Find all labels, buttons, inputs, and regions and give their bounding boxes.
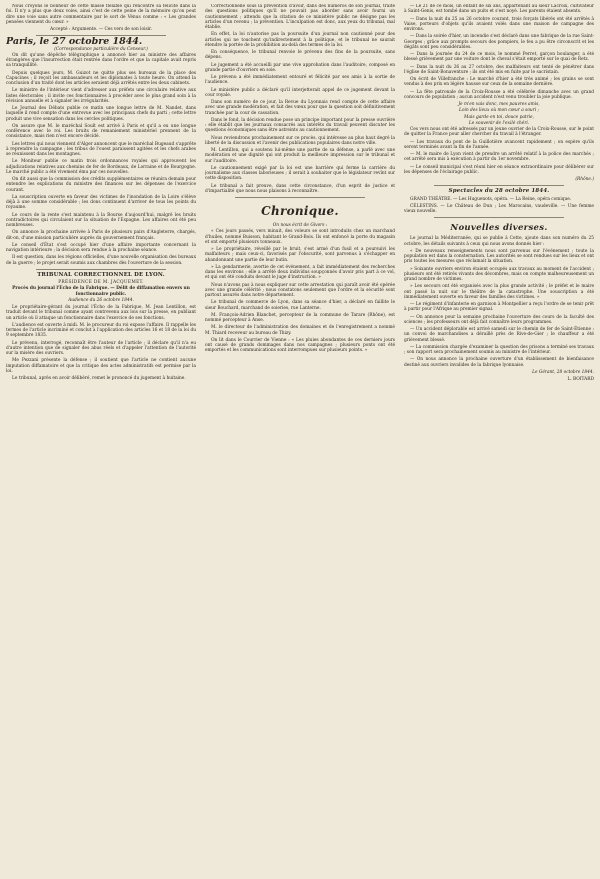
tribunal-paragraph: Le tribunal, après en avoir délibéré, remet le prononcé du jugement à huitaine. — [12, 376, 186, 381]
dateline-heading: Paris, le 27 octobre 1844. — [6, 36, 143, 48]
tribunal-paragraph: L'audience est ouverte à midi. M. le procureur du roi expose l'affaire. Il rappelle les termes de l'article incriminé et conclut à l'application des articles 16 et 18 de la loi du 9 septembre 1835. — [6, 322, 196, 339]
news-paragraph: — Le conseil municipal s'est réuni hier en séance extraordinaire pour délibérer sur les dépenses de l'éclairage public. — [404, 164, 594, 175]
nouvelles-paragraph: « De nouveaux renseignements nous sont parvenus sur l'événement ; toute la population est dans la consternation. Les autorités se sont rendues sur les lieux et ont pris toutes les mesures que réclamait la situation. — [404, 248, 594, 265]
nouvelles-paragraph: — La commission chargée d'examiner la question des prisons a terminé ses travaux ; son rapport sera prochainement soumis au ministre de l'intérieur. — [404, 344, 594, 355]
nouvelles-paragraph: » Soixante ouvriers environ étaient occupés aux travaux au moment de l'accident ; plusieurs ont été retirés vivants des décombres, mais on compte malheureusement un grand nombre de victimes. — [404, 266, 594, 282]
news-paragraph: — Dans la journée du 24 de ce mois, le nommé Perret, garçon boulanger, a été blessé grièvement par une voiture dont le cheval s'était emporté sur le quai de Retz. — [404, 52, 594, 63]
news-paragraph: — Dans la nuit du 26 au 27 octobre, des malfaiteurs ont tenté de pénétrer dans l'église de Saint-Bonaventure ; ils ont été mis en fuite par le sacristain. — [404, 64, 594, 75]
divider — [434, 185, 564, 186]
article-paragraph: Le ministre de l'intérieur vient d'adresser aux préfets une circulaire relative aux listes électorales ; il invite ces fonctionnaires à procéder avec le plus grand soin à la révision annuelle et à signaler les irrégularités. — [6, 88, 196, 104]
nouvelles-paragraph: Le journal la Méditerranée, qui se publie à Cette, ajoute dans son numéro du 25 octobre, les détails suivants à ceux qui nous avons donnés hier : — [404, 236, 594, 247]
tribunal-paragraph: Le prévenu, interrogé, reconnaît être l'auteur de l'article ; il déclare qu'il n'a eu d'autre intention que de signaler des abus réels et d'appeler l'attention de l'autorité sur la misère des ouvriers. — [6, 340, 196, 356]
chronique-paragraph: Le tribunal de commerce de Lyon, dans sa séance d'hier, a déclaré en faillite le sieur Bouchard, marchand de soieries, rue Lanterne. — [205, 300, 395, 311]
article-paragraph: Le tribunal a fait preuve, dans cette circonstance, d'un esprit de justice et d'impartialité que nous nous plaisons à reconnaître. — [205, 183, 395, 194]
poem-line: Mais garde en toi, douce patrie, — [464, 114, 534, 120]
chronique-paragraph: « Ces jours passés, vers minuit, des voleurs se sont introduits chez un marchand d'huiles, nommé Buisson, habitant le Grand-Bois. Ils ont enfoncé la porte du magasin et ont emporté plusieurs tonneaux. — [205, 229, 395, 245]
nouvelles-paragraph: — On nous annonce la prochaine ouverture d'un établissement de bienfaisance destiné aux ouvriers invalides de la fabrique lyonnaise. — [404, 357, 594, 368]
divider — [434, 217, 564, 218]
news-paragraph: — Les travaux du pont de la Guillotière avancent rapidement ; on espère qu'ils seront terminés avant la fin de l'année. — [404, 139, 594, 150]
nouvelles-paragraph: — On annonce pour la semaine prochaine l'ouverture des cours de la faculté des sciences ; les professeurs ont déjà fait connaître leurs programmes. — [404, 314, 594, 325]
article-paragraph: Dans son numéro de ce jour, la Revue du Lyonnais rend compte de cette affaire avec une grande modération, et fait des vœux pour que la question soit définitivement tranchée par la cour de cassation. — [205, 100, 395, 116]
chronique-intro: On nous écrit de Givors : — [272, 223, 328, 228]
news-paragraph: — M. le maire de Lyon vient de prendre un arrêté relatif à la police des marchés ; cet arrêté sera mis à exécution à partir du 1er novembre. — [404, 152, 594, 163]
news-paragraph: Ces vers nous ont été adressés par un jeune ouvrier de la Croix-Rousse, sur le point de quitter la France pour aller chercher du travail à l'étranger. — [404, 127, 594, 138]
article-paragraph: On dit qu'une dépêche télégraphique a annoncé hier au ministre des affaires étrangères que l'insurrection était rentrée dans l'ordre et que la capitale avait repris sa tranquillité. — [6, 52, 196, 69]
news-paragraph: — La fête patronale de la Croix-Rousse a été célébrée dimanche avec un grand concours de population ; aucun accident n'est venu troubler la joie publique. — [404, 89, 594, 100]
article-paragraph: La souscription ouverte en faveur des victimes de l'inondation de la Loire s'élève déjà à une somme considérable ; les dons continuent d'arriver de tous les points du royaume. — [6, 194, 196, 211]
divider — [36, 269, 166, 270]
article-paragraph: Le cours de la rente s'est maintenu à la Bourse d'aujourd'hui, malgré les bruits contradictoires qui circulaient sur la situation de l'Espagne. Les affaires ont été peu nombreuses. — [6, 212, 196, 228]
intro-paragraph: Nous croyons le bonheur de cette masse flexible qui rencontre sa félicité dans la foi. Il n'y a plus que deux voies, ainsi c'est de cette peine de la mémoire qu'on peut dire une voie sans autre commentaire par le sort de Vénus comme : « Les grandes pensées viennent du cœur. » — [6, 4, 196, 25]
article-paragraph: Les lettres qui nous viennent d'Alger annoncent que le maréchal Bugeaud s'apprête à reprendre la campagne ; les tribus de l'ouest paraissent agitées et les chefs arabes se réunissent dans les montagnes. — [6, 141, 196, 157]
tribunal-paragraph: Me Pezzani présente la défense ; il soutient que l'article ne contient aucune imputation diffamatoire et que la critique des actes administratifs est permise par la loi. — [6, 358, 196, 374]
dateline-subtitle: (Correspondance particulière du Censeur.) — [54, 46, 148, 52]
tribunal-case: Procès du journal l'Écho de la Fabrique. — Délit de diffamation envers un fonctionnaire public. — [12, 286, 190, 297]
chronique-paragraph: On lit dans le Courrier de Vienne : « Les pluies abondantes de ces derniers jours ont causé de grands dommages dans nos campagnes ; plusieurs ponts ont été emportés et les communications sont interrompues sur plusieurs points. » — [205, 337, 395, 354]
article-paragraph: En effet, la loi n'autorise pas la poursuite d'un journal non cautionné pour des articles qui ne touchent qu'indirectement à la politique, et le tribunal ne saurait étendre la portée de la prohibition au-delà des termes de la loi. — [205, 32, 395, 48]
news-paragraph: — Dans la nuit du 25 au 26 octobre courant, trois forçats libérés ont été arrêtés à Vaise, porteurs d'objets qu'ils avaient volés dans une maison de campagne des environs. — [404, 16, 594, 32]
news-paragraph: On écrit de Villefranche : Le marché d'hier a été très animé ; les grains se sont vendus à des prix en légère hausse sur ceux de la semaine dernière. — [404, 77, 594, 88]
poem-line: Le souvenir de l'exilé chéri. — [468, 120, 530, 126]
article-paragraph: Le jugement a été accueilli par une vive approbation dans l'auditoire, composé en grande partie d'ouvriers en soie. — [205, 62, 395, 73]
chronique-paragraph: » La gendarmerie, avertie de cet événement, a fait immédiatement des recherches dans les environs ; elle a arrêté deux individus soupçonnés d'avoir pris part à ce vol, et qui ont été conduits devant le juge d'instruction. » — [205, 264, 395, 281]
column-1 — [6, 4, 196, 879]
article-paragraph: M. Lentillon, qui a soutenu lui-même une partie de sa défense, a parlé avec une modération et une dignité qui ont produit la meilleure impression sur le tribunal et sur l'auditoire. — [205, 148, 395, 164]
tribunal-paragraph: Le propriétaire-gérant du journal l'Écho de la Fabrique, M. Jean Lentillon, est traduit devant le tribunal comme ayant contrevenu aux lois sur la presse, en publiant un article où il attaque un fonctionnaire dans l'exercice de ses fonctions. — [6, 305, 196, 321]
article-paragraph: On annonce la prochaine arrivée à Paris de plusieurs pairs d'Angleterre, chargés, dit-on, d'une mission particulière auprès du gouvernement français. — [6, 230, 196, 241]
editor-signature: L. BOITARD — [567, 377, 594, 382]
chronique-paragraph: Nous n'avons pas à nous expliquer sur cette arrestation qui paraît avoir été opérée avec une grande célérité ; nous constatons seulement que l'ordre et la sécurité sont partout assurés dans notre département. — [205, 282, 395, 298]
article-paragraph: Le Moniteur publie ce matin trois ordonnances royales qui approuvent les adjudications relatives aux chemins de fer de Bordeaux, de Lorraine et de Bourgogne. Le marché public a été vivement ému par ces nouvelles. — [6, 159, 196, 175]
poem-line: Je m'en vais donc, mes pauvres amis, — [458, 102, 540, 107]
article-paragraph: En conséquence, le tribunal renvoie le prévenu des fins de la poursuite, sans dépens. — [205, 50, 395, 61]
nouvelles-paragraph: — Un accident déplorable est arrivé samedi sur le chemin de fer de Saint-Étienne : un convoi de marchandises a déraillé près de Rive-de-Gier ; le chauffeur a été grièvement blessé. — [404, 327, 594, 343]
article-paragraph: On dit aussi que la commission des crédits supplémentaires se réunira demain pour entendre les explications du ministre des finances sur les dépenses de l'exercice courant. — [6, 177, 196, 193]
nouvelles-heading: Nouvelles diverses. — [450, 223, 548, 234]
news-paragraph: — Le 21 de ce mois, un enfant de six ans, appartenant au sieur Lacroix, cultivateur à Saint-Genis, est tombé dans un puits et s'est noyé. Les parents étaient absents. — [404, 4, 594, 15]
source-signature: (Rhône.) — [575, 177, 594, 182]
article-paragraph: On assure que M. le maréchal Soult est arrivé à Paris et qu'il a eu une longue conférence avec le roi. Les bruits de remaniement ministériel prennent de la consistance, mais rien n'est encore décidé. — [6, 123, 196, 140]
spectacle-entry: CÉLESTINS. — Le Château de Dun ; Les Marocains, vaudeville. — Une femme vieux nouvelle. — [404, 203, 594, 214]
nouvelles-paragraph: » Les secours ont été organisés avec la plus grande activité ; le préfet et le maire ont passé la nuit sur le théâtre de la catastrophe. Une souscription a été immédiatement ouverte en faveur des familles des victimes. » — [404, 284, 594, 300]
chronique-paragraph: » Le propriétaire, réveillé par le bruit, s'est armé d'un fusil et a poursuivi les malfaiteurs ; mais ceux-ci, favorisés par l'obscurité, sont parvenus à s'échapper en abandonnant une partie de leur butin. — [205, 247, 395, 263]
tribunal-date: Audience du 26 octobre 1844. — [68, 297, 134, 303]
article-paragraph: Nous reviendrons prochainement sur ce procès, qui intéresse au plus haut degré la liberté de la discussion et l'avenir des publications populaires dans notre ville. — [205, 135, 395, 146]
article-paragraph: Le prévenu a été immédiatement entouré et félicité par ses amis à la sortie de l'audience. — [205, 75, 395, 86]
article-paragraph: Dans le fond, la décision rendue pose un principe important pour la presse ouvrière : elle établit que les journaux consacrés aux intérêts du travail peuvent discuter les questions économiques sans être astreints au cautionnement. — [205, 117, 395, 134]
article-paragraph: Le conseil d'État s'est occupé hier d'une affaire importante concernant la navigation intérieure ; la décision sera rendue à la prochaine séance. — [6, 242, 196, 253]
divider — [235, 197, 365, 198]
spectacles-heading: Spectacles du 28 octobre 1844. — [448, 188, 550, 195]
article-paragraph: Depuis quelques jours, M. Guizot ne quitte plus ses bureaux de la place des Capucines ; il reçoit les ambassadeurs et les diplomates à toute heure. On attend la conclusion d'un traité dont les articles seraient déjà arrêtés entre les deux cabinets. — [6, 70, 196, 86]
article-paragraph: Correctionnelle sous la prévention d'avoir, dans des numéros de son journal, traité des questions politiques qu'il ne pouvait pas aborder sans avoir fourni un cautionnement ; attendu que la citation de ce ministère public ne désigne pas les articles d'un revenu ; la prévention. L'inculpation est donc, aux yeux du tribunal, mal établie. — [205, 4, 395, 30]
tribunal-heading: TRIBUNAL CORRECTIONNEL DE LYON. — [37, 271, 165, 278]
tribunal-presidency: PRÉSIDENCE DE M. JACQUEMET. — [58, 280, 144, 285]
chronique-heading: Chronique. — [261, 204, 339, 218]
chronique-paragraph: M. François-Adrien Blanchet, percepteur de la commune de Tarare (Rhône), est nommé percepteur à Anse. — [205, 312, 395, 323]
column-3 — [404, 4, 594, 879]
news-paragraph: — Dans la soirée d'hier, un incendie s'est déclaré dans une fabrique de la rue Saint-Georges ; grâce aux prompts secours des pompiers, le feu a pu être circonscrit et les dégâts sont peu considérables. — [404, 34, 594, 50]
poem-line: Loin des lieux où mon cœur a souri ; — [459, 108, 539, 114]
chronique-paragraph: M. le directeur de l'administration des domaines et de l'enregistrement a nommé M. Thiard receveur au bureau de Thizy. — [205, 325, 395, 336]
intro-verse: Accepté : Argumente. — Ces vers de son loisir. — [49, 27, 153, 32]
nouvelles-paragraph: — Le régiment d'infanterie en garnison à Montpellier a reçu l'ordre de se tenir prêt à partir pour l'Afrique au premier signal. — [404, 302, 594, 313]
article-paragraph: Il est question, dans les régions officielles, d'une nouvelle organisation des bureaux de la guerre ; le projet serait soumis aux chambres dès l'ouverture de la session. — [6, 255, 196, 266]
column-2 — [205, 4, 395, 879]
spectacle-entry: GRAND THÉÂTRE. — Les Huguenots, opéra. — La Reine, opéra comique. — [410, 196, 572, 202]
footer-date: Le Gérant, 28 octobre 1844. — [532, 369, 594, 375]
article-paragraph: Le cautionnement exigé par la loi est une barrière qui ferme la carrière du journalisme aux classes laborieuses ; il serait à souhaiter que le législateur revînt sur cette disposition. — [205, 165, 395, 182]
article-paragraph: Le ministère public a déclaré qu'il interjetterait appel de ce jugement devant la cour royale. — [205, 87, 395, 98]
article-paragraph: Le Journal des Débats publie ce matin une longue lettre de M. Nandet, dans laquelle il rend compte d'une entrevue avec les principaux chefs du parti ; cette lettre produit une vive sensation dans les cercles politiques. — [6, 106, 196, 122]
